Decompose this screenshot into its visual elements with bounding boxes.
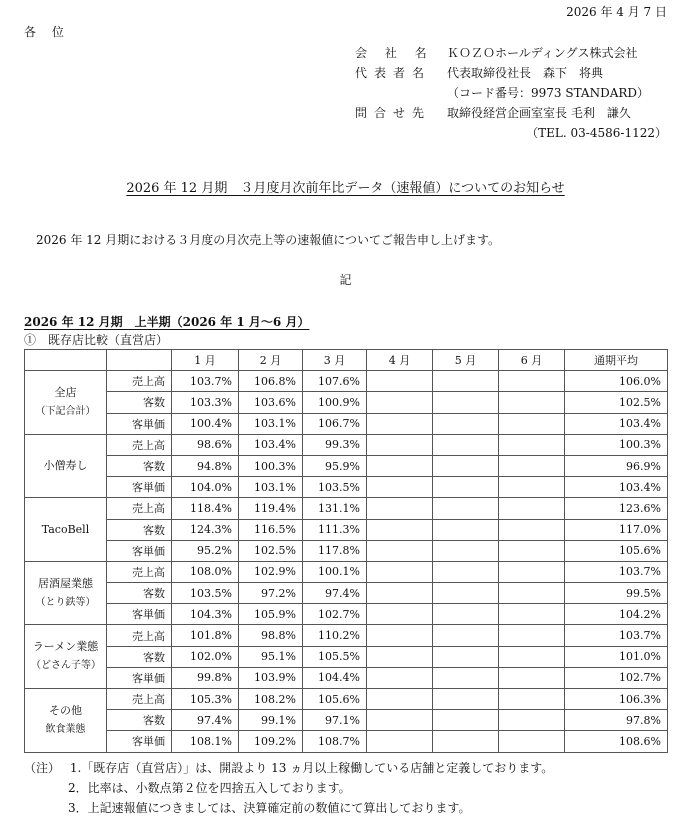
value-cell	[433, 689, 499, 710]
value-cell: 103.5%	[303, 477, 367, 498]
document-title: 2026 年 12 月期 ３月度月次前年比データ（速報値）についてのお知らせ	[126, 181, 565, 196]
table-row	[25, 689, 668, 710]
table-row	[25, 519, 668, 540]
group-name-cell	[25, 561, 107, 625]
table-row	[25, 498, 668, 519]
table-row	[25, 646, 668, 667]
value-cell	[433, 477, 499, 498]
average-cell: 103.7%	[565, 625, 668, 646]
col-header: 6 月	[499, 350, 565, 371]
group-name-cell	[25, 689, 107, 753]
metric-label: 客数	[107, 583, 172, 604]
group-name: 小僧寿し	[43, 459, 88, 473]
value-cell: 100.4%	[172, 413, 239, 434]
average-cell: 102.7%	[565, 667, 668, 688]
note-item: 1.「既存店（直営店）」は、開設より 13 ヵ月以上稼働している店舗と定義しております。	[69, 761, 554, 775]
group-name-cell	[25, 498, 107, 562]
value-cell	[433, 519, 499, 540]
value-cell: 108.1%	[172, 731, 239, 752]
value-cell	[433, 540, 499, 561]
metric-label: 客単価	[107, 667, 172, 688]
value-cell: 102.7%	[303, 604, 367, 625]
release-date: 2026 年 4 月 7 日	[566, 5, 667, 19]
metric-label: 客単価	[107, 604, 172, 625]
average-cell: 105.6%	[565, 540, 668, 561]
metric-label: 客数	[107, 392, 172, 413]
value-cell: 97.1%	[303, 710, 367, 731]
value-cell	[367, 561, 433, 582]
table-row	[25, 583, 668, 604]
value-cell	[433, 434, 499, 455]
stock-code: （コード番号：9973 STANDARD）	[447, 86, 650, 100]
metric-label: 客数	[107, 519, 172, 540]
value-cell	[433, 625, 499, 646]
value-cell: 95.1%	[239, 646, 303, 667]
value-cell	[499, 710, 565, 731]
value-cell: 98.8%	[239, 625, 303, 646]
metric-label: 客数	[107, 646, 172, 667]
value-cell: 108.0%	[172, 561, 239, 582]
value-cell	[499, 477, 565, 498]
value-cell	[367, 710, 433, 731]
value-cell	[367, 646, 433, 667]
addressee: 各 位	[24, 25, 70, 39]
value-cell: 103.5%	[172, 583, 239, 604]
value-cell: 124.3%	[172, 519, 239, 540]
table-row	[25, 625, 668, 646]
value-cell: 103.3%	[172, 392, 239, 413]
metric-label: 客単価	[107, 731, 172, 752]
value-cell: 104.4%	[303, 667, 367, 688]
value-cell: 106.8%	[239, 371, 303, 392]
value-cell: 98.6%	[172, 434, 239, 455]
value-cell	[499, 561, 565, 582]
value-cell: 94.8%	[172, 455, 239, 476]
value-cell	[367, 455, 433, 476]
metric-label: 売上高	[107, 434, 172, 455]
metric-label: 売上高	[107, 625, 172, 646]
contact-tel: （TEL. 03-4586-1122）	[526, 126, 667, 140]
value-cell	[433, 413, 499, 434]
table-row	[25, 667, 668, 688]
value-cell	[499, 540, 565, 561]
value-cell: 106.7%	[303, 413, 367, 434]
table-row	[25, 731, 668, 752]
value-cell: 108.7%	[303, 731, 367, 752]
group-name-cell	[25, 625, 107, 689]
value-cell	[433, 371, 499, 392]
value-cell	[499, 519, 565, 540]
value-cell	[499, 371, 565, 392]
average-cell: 96.9%	[565, 455, 668, 476]
value-cell	[499, 434, 565, 455]
average-cell: 103.7%	[565, 561, 668, 582]
metric-label: 客数	[107, 455, 172, 476]
representative-name: 代表取締役社長 森下 将典	[447, 66, 604, 80]
value-cell: 100.1%	[303, 561, 367, 582]
value-cell: 103.1%	[239, 477, 303, 498]
metric-label: 客単価	[107, 540, 172, 561]
value-cell	[433, 561, 499, 582]
table-row	[25, 434, 668, 455]
value-cell: 118.4%	[172, 498, 239, 519]
value-cell: 110.2%	[303, 625, 367, 646]
value-cell	[433, 455, 499, 476]
value-cell: 95.2%	[172, 540, 239, 561]
contact-label: 問合せ先	[355, 106, 432, 120]
value-cell: 103.4%	[239, 434, 303, 455]
average-cell: 102.5%	[565, 392, 668, 413]
col-header: 4 月	[367, 350, 433, 371]
value-cell	[433, 392, 499, 413]
group-name: 居酒屋業態	[38, 576, 93, 590]
value-cell: 111.3%	[303, 519, 367, 540]
value-cell	[499, 625, 565, 646]
value-cell	[367, 667, 433, 688]
value-cell: 104.3%	[172, 604, 239, 625]
table-header-row	[25, 350, 668, 371]
ki-mark: 記	[339, 273, 352, 287]
value-cell: 116.5%	[239, 519, 303, 540]
value-cell	[499, 667, 565, 688]
value-cell	[433, 731, 499, 752]
value-cell	[367, 413, 433, 434]
average-cell: 104.2%	[565, 604, 668, 625]
average-cell: 117.0%	[565, 519, 668, 540]
group-subtitle: （下記合計）	[35, 405, 96, 417]
average-cell: 101.0%	[565, 646, 668, 667]
value-cell: 103.1%	[239, 413, 303, 434]
value-cell: 103.9%	[239, 667, 303, 688]
value-cell: 100.9%	[303, 392, 367, 413]
col-header: 通期平均	[565, 350, 668, 371]
value-cell	[433, 710, 499, 731]
value-cell: 102.0%	[172, 646, 239, 667]
value-cell: 105.9%	[239, 604, 303, 625]
col-header: 5 月	[433, 350, 499, 371]
value-cell	[367, 540, 433, 561]
value-cell: 103.6%	[239, 392, 303, 413]
average-cell: 123.6%	[565, 498, 668, 519]
value-cell	[499, 583, 565, 604]
value-cell: 105.6%	[303, 689, 367, 710]
value-cell	[499, 604, 565, 625]
value-cell	[499, 646, 565, 667]
value-cell	[433, 583, 499, 604]
average-cell: 99.5%	[565, 583, 668, 604]
value-cell	[367, 689, 433, 710]
table-row	[25, 604, 668, 625]
notes-block	[24, 759, 553, 776]
value-cell: 105.3%	[172, 689, 239, 710]
intro-text: 2026 年 12 月期における３月度の月次売上等の速報値についてご報告申し上げます。	[36, 233, 501, 247]
company-name: ＫＯＺＯホールディングス株式会社	[447, 46, 638, 60]
value-cell	[367, 434, 433, 455]
value-cell: 97.2%	[239, 583, 303, 604]
average-cell: 100.3%	[565, 434, 668, 455]
value-cell: 101.8%	[172, 625, 239, 646]
value-cell	[367, 604, 433, 625]
value-cell	[367, 731, 433, 752]
value-cell	[433, 498, 499, 519]
group-name: TacoBell	[41, 522, 90, 536]
value-cell: 107.6%	[303, 371, 367, 392]
value-cell: 97.4%	[172, 710, 239, 731]
value-cell	[367, 498, 433, 519]
col-header: 2 月	[239, 350, 303, 371]
group-name: 全店	[54, 385, 77, 399]
value-cell	[367, 392, 433, 413]
metric-label: 客数	[107, 710, 172, 731]
col-header: 3 月	[303, 350, 367, 371]
value-cell: 99.8%	[172, 667, 239, 688]
value-cell: 99.3%	[303, 434, 367, 455]
value-cell	[367, 519, 433, 540]
subsection-title: ① 既存店比較（直営店）	[24, 333, 169, 347]
note-item: 3．上記速報値につきましては、決算確定前の数値にて算出しております。	[68, 801, 471, 815]
metric-label: 客単価	[107, 477, 172, 498]
average-cell: 106.3%	[565, 689, 668, 710]
table-row	[25, 540, 668, 561]
value-cell: 108.2%	[239, 689, 303, 710]
average-cell: 108.6%	[565, 731, 668, 752]
value-cell: 117.8%	[303, 540, 367, 561]
value-cell: 104.0%	[172, 477, 239, 498]
metric-label: 売上高	[107, 689, 172, 710]
metric-label: 売上高	[107, 371, 172, 392]
metric-label: 客単価	[107, 413, 172, 434]
group-name-cell	[25, 371, 107, 435]
average-cell: 106.0%	[565, 371, 668, 392]
value-cell	[499, 413, 565, 434]
average-cell: 103.4%	[565, 477, 668, 498]
value-cell	[433, 646, 499, 667]
value-cell	[499, 731, 565, 752]
company-name-label: 会 社 名	[355, 46, 434, 60]
comparison-table	[24, 349, 668, 753]
table-row	[25, 392, 668, 413]
contact-person: 取締役経営企画室室長 毛利 謙久	[447, 106, 631, 120]
group-name-cell	[25, 434, 107, 498]
value-cell: 97.4%	[303, 583, 367, 604]
value-cell: 100.3%	[239, 455, 303, 476]
value-cell: 103.7%	[172, 371, 239, 392]
table-row	[25, 477, 668, 498]
value-cell: 119.4%	[239, 498, 303, 519]
value-cell	[367, 477, 433, 498]
group-subtitle: （とり鉄等）	[35, 596, 96, 608]
metric-label: 売上高	[107, 561, 172, 582]
value-cell: 99.1%	[239, 710, 303, 731]
value-cell	[367, 625, 433, 646]
note-item: 2．比率は、小数点第２位を四捨五入しております。	[68, 781, 351, 795]
value-cell	[367, 583, 433, 604]
representative-label: 代表者名	[355, 66, 432, 80]
section-title: 2026 年 12 月期 上半期（2026 年 1 月～6 月）	[24, 315, 310, 329]
table-row	[25, 371, 668, 392]
value-cell	[499, 689, 565, 710]
value-cell	[499, 498, 565, 519]
col-header: 1 月	[172, 350, 239, 371]
metric-label: 売上高	[107, 498, 172, 519]
value-cell	[367, 371, 433, 392]
table-row	[25, 413, 668, 434]
average-cell: 97.8%	[565, 710, 668, 731]
value-cell: 102.9%	[239, 561, 303, 582]
notes-prefix: （注）	[24, 761, 61, 775]
value-cell: 105.5%	[303, 646, 367, 667]
value-cell	[499, 392, 565, 413]
group-subtitle: （どさん子等）	[31, 660, 101, 672]
group-name: ラーメン業態	[32, 640, 99, 654]
value-cell: 95.9%	[303, 455, 367, 476]
value-cell	[433, 604, 499, 625]
table-row	[25, 455, 668, 476]
value-cell: 131.1%	[303, 498, 367, 519]
table-row	[25, 561, 668, 582]
average-cell: 103.4%	[565, 413, 668, 434]
value-cell	[433, 667, 499, 688]
value-cell: 102.5%	[239, 540, 303, 561]
group-subtitle: 飲食業態	[45, 723, 86, 735]
group-name: その他	[49, 703, 82, 717]
value-cell: 109.2%	[239, 731, 303, 752]
value-cell	[499, 455, 565, 476]
table-row	[25, 710, 668, 731]
